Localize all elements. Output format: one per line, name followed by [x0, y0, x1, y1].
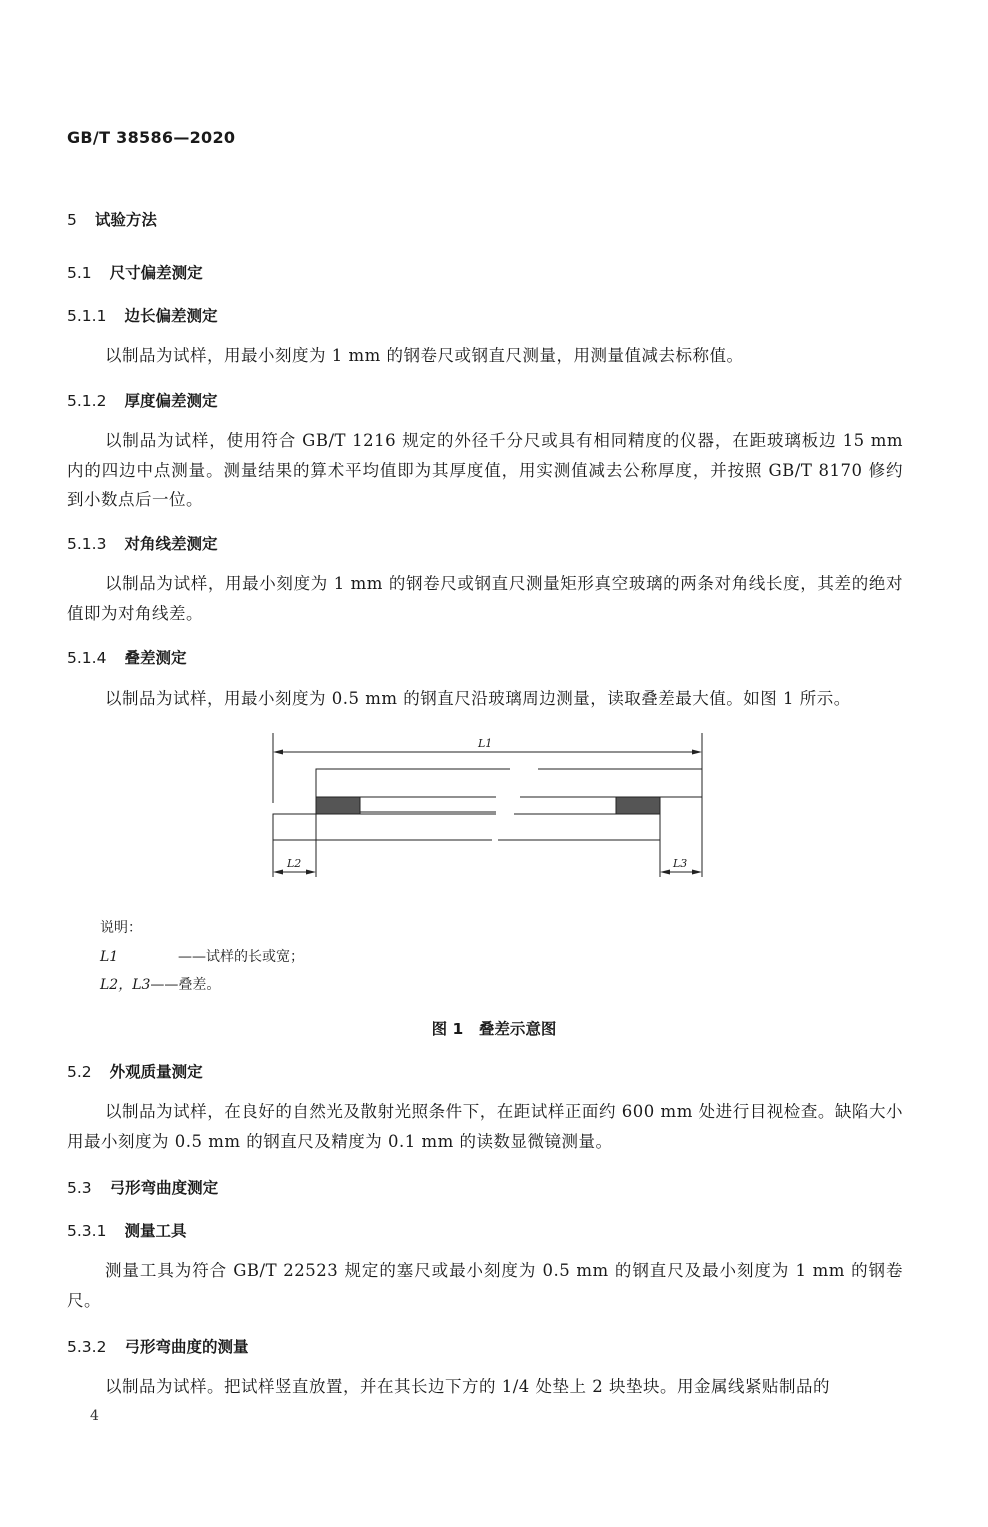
- section-number: 5.1.2: [67, 392, 107, 410]
- legend-symbol: L2，L3: [100, 977, 151, 993]
- section-5-1-4-heading: [67, 646, 186, 668]
- section-5-1-3-text: 以制品为试样，用最小刻度为 1 mm 的钢卷尺或钢直尺测量矩形真空玻璃的两条对角线长度，其差的绝对值即为对角线差。: [67, 574, 903, 623]
- section-title: 厚度偏差测定: [124, 392, 218, 410]
- lower-pane-right: [498, 814, 660, 840]
- section-5-2-text: 以制品为试样，在良好的自然光及散射光照条件下，在距试样正面约 600 mm 处进行目视检查。缺陷大小用最小刻度为 0.5 mm 的钢直尺及精度为 0.1 mm 的读数显微镜测量。: [67, 1102, 903, 1151]
- section-5-3-1-heading: [67, 1219, 186, 1241]
- upper-pane-right-top: [538, 769, 702, 797]
- l2-arrow-left: [273, 870, 283, 875]
- section-5-3-2-text: 以制品为试样。把试样竖直放置，并在其长边下方的 1/4 处垫上 2 块垫块。用金属线紧贴制品的: [105, 1377, 831, 1396]
- section-title: 对角线差测定: [124, 535, 218, 553]
- section-5-2-heading: [67, 1060, 203, 1082]
- right-spacer: [616, 797, 660, 814]
- section-number: 5: [67, 211, 77, 229]
- section-title: 试验方法: [94, 211, 157, 229]
- l1-arrow-right: [692, 750, 702, 755]
- legend-title: 说明：: [100, 920, 142, 936]
- section-5-3-2-heading: [67, 1335, 248, 1357]
- section-title: 叠差测定: [124, 649, 187, 667]
- l3-arrow-left: [660, 870, 670, 875]
- legend-description: ——叠差。: [150, 977, 221, 993]
- section-title: 弓形弯曲度的测量: [124, 1338, 249, 1356]
- legend-description: ——试样的长或宽；: [178, 949, 304, 965]
- section-title: 边长偏差测定: [124, 307, 218, 325]
- section-5-1-4-text: 以制品为试样，用最小刻度为 0.5 mm 的钢直尺沿玻璃周边测量，读取叠差最大值。如图 1 所示。: [105, 689, 851, 708]
- section-5-1-heading: [67, 261, 203, 283]
- l1-label: L1: [478, 737, 493, 750]
- l1-arrow-left: [273, 750, 283, 755]
- l3-arrow-right: [692, 870, 702, 875]
- section-title: 尺寸偏差测定: [109, 264, 203, 282]
- standard-code: GB/T 38586—2020: [67, 128, 236, 147]
- section-5-1-3-heading: [67, 532, 217, 554]
- l2-label: L2: [287, 857, 302, 870]
- section-number: 5.1.4: [67, 649, 107, 667]
- left-spacer: [316, 797, 360, 814]
- section-number: 5.3.2: [67, 1338, 107, 1356]
- section-5-heading: [67, 208, 157, 230]
- section-5-1-1-heading: [67, 304, 217, 326]
- section-5-1-2-text: 以制品为试样，使用符合 GB/T 1216 规定的外径千分尺或具有相同精度的仪器，在距玻璃板边 15 mm 内的四边中点测量。测量结果的算术平均值即为其厚度值，用实测值减去公称厚度，并按照 GB/T 8170 修约到小数点后一位。: [67, 431, 903, 509]
- section-title: 测量工具: [124, 1222, 187, 1240]
- legend-symbol: L1: [100, 949, 119, 965]
- page-number: 4: [90, 1408, 99, 1424]
- l3-label: L3: [673, 857, 688, 870]
- section-number: 5.3.1: [67, 1222, 107, 1240]
- section-number: 5.3: [67, 1179, 92, 1197]
- overlap-diagram: [260, 725, 720, 885]
- figure-caption: 图 1 叠差示意图: [431, 1020, 557, 1038]
- legend-item-l1: [100, 946, 304, 966]
- section-title: 弓形弯曲度测定: [109, 1179, 219, 1197]
- section-title: 外观质量测定: [109, 1063, 203, 1081]
- section-5-3-heading: [67, 1176, 218, 1198]
- section-number: 5.2: [67, 1063, 92, 1081]
- legend-item-l2-l3: [100, 974, 220, 994]
- section-number: 5.1.3: [67, 535, 107, 553]
- section-5-3-1-text: 测量工具为符合 GB/T 22523 规定的塞尺或最小刻度为 0.5 mm 的钢直尺及最小刻度为 1 mm 的钢卷尺。: [67, 1261, 903, 1310]
- lower-pane-left: [273, 814, 496, 840]
- section-5-1-1-text: 以制品为试样，用最小刻度为 1 mm 的钢卷尺或钢直尺测量，用测量值减去标称值。: [105, 346, 744, 365]
- section-5-1-2-heading: [67, 389, 217, 411]
- section-number: 5.1.1: [67, 307, 107, 325]
- l2-arrow-right: [306, 870, 316, 875]
- section-number: 5.1: [67, 264, 92, 282]
